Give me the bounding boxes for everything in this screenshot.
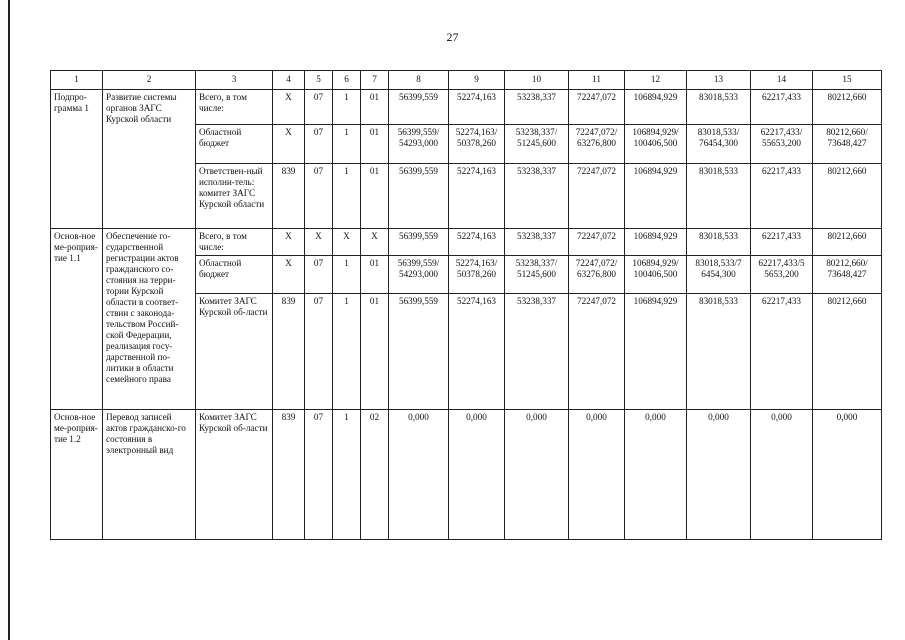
table-row xyxy=(51,229,882,256)
table-cell: 106894,929 xyxy=(625,164,687,229)
table-cell: Х xyxy=(273,125,305,164)
table-cell: 07 xyxy=(305,410,333,540)
table-cell: 62217,433 xyxy=(751,164,813,229)
table-cell: 56399,559/ 54293,000 xyxy=(389,125,449,164)
table-cell: 52274,163/ 50378,260 xyxy=(449,256,505,294)
table-cell: 53238,337 xyxy=(505,164,569,229)
table-cell: 01 xyxy=(361,294,389,410)
table-cell: 83018,533 xyxy=(687,90,751,125)
header-cell: 6 xyxy=(333,71,361,90)
table-cell: 1 xyxy=(333,410,361,540)
page-number: 27 xyxy=(446,30,459,44)
table-cell: 80212,660/ 73648,427 xyxy=(813,125,882,164)
table-cell: 839 xyxy=(273,164,305,229)
table-cell: 0,000 xyxy=(751,410,813,540)
table-row xyxy=(51,90,882,125)
table-cell: 02 xyxy=(361,410,389,540)
header-cell: 12 xyxy=(625,71,687,90)
table-cell: 62217,433 xyxy=(751,90,813,125)
table-cell: 80212,660 xyxy=(813,90,882,125)
table-cell: 106894,929/ 100406,500 xyxy=(625,256,687,294)
table-cell: 0,000 xyxy=(687,410,751,540)
table-cell: 80212,660/ 73648,427 xyxy=(813,256,882,294)
funding-source: Комитет ЗАГС Курской об-ласти xyxy=(196,294,273,410)
table-cell: 83018,533 xyxy=(687,229,751,256)
table-cell: 62217,433 xyxy=(751,294,813,410)
header-cell: 1 xyxy=(51,71,103,90)
header-cell: 8 xyxy=(389,71,449,90)
table-cell: 07 xyxy=(305,125,333,164)
table-cell: Х xyxy=(273,229,305,256)
table-cell: 53238,337/ 51245,600 xyxy=(505,256,569,294)
table-cell: 62217,433 xyxy=(751,229,813,256)
table-cell: 1 xyxy=(333,90,361,125)
table-cell: 0,000 xyxy=(569,410,625,540)
table-cell: 52274,163 xyxy=(449,164,505,229)
funding-source: Ответствен-ный исполни-тель: комитет ЗАГС Курской области xyxy=(196,164,273,229)
funding-source: Областной бюджет xyxy=(196,256,273,294)
table-cell: 80212,660 xyxy=(813,229,882,256)
table-cell: 83018,533 xyxy=(687,294,751,410)
table-cell: Х xyxy=(273,256,305,294)
table-cell: 1 xyxy=(333,256,361,294)
table-cell: 106894,929 xyxy=(625,229,687,256)
section-label: Подпро-грамма 1 xyxy=(51,90,103,229)
table-cell: 56399,559 xyxy=(389,164,449,229)
table-cell: 07 xyxy=(305,256,333,294)
header-cell: 3 xyxy=(196,71,273,90)
table-cell: 56399,559 xyxy=(389,294,449,410)
section-title: Обеспечение го-сударственной регистрации актов гражданского со-стояния на терри-тории Курской области в соответ-ствии с законода-тельством Россий-ской Федерации, реализация госу-дарственной по-литики в области семейного права xyxy=(103,229,196,410)
section-label: Основ-ное ме-роприя-тие 1.1 xyxy=(51,229,103,410)
table-cell: 1 xyxy=(333,294,361,410)
funding-source: Комитет ЗАГС Курской об-ласти xyxy=(196,410,273,540)
table-cell: 1 xyxy=(333,164,361,229)
header-cell: 2 xyxy=(103,71,196,90)
table-cell: 72247,072 xyxy=(569,90,625,125)
table-cell: 52274,163/ 50378,260 xyxy=(449,125,505,164)
table-cell: 56399,559/ 54293,000 xyxy=(389,256,449,294)
table-cell: 80212,660 xyxy=(813,294,882,410)
table-cell: 1 xyxy=(333,125,361,164)
table-cell: 52274,163 xyxy=(449,229,505,256)
table-cell: Х xyxy=(361,229,389,256)
table-cell: 80212,660 xyxy=(813,164,882,229)
table-cell: 106894,929/ 100406,500 xyxy=(625,125,687,164)
funding-source: Всего, в том числе: xyxy=(196,90,273,125)
table-cell: 01 xyxy=(361,90,389,125)
table-cell: 56399,559 xyxy=(389,229,449,256)
header-cell: 15 xyxy=(813,71,882,90)
table-cell: 106894,929 xyxy=(625,294,687,410)
table-cell: 0,000 xyxy=(449,410,505,540)
table-cell: 0,000 xyxy=(505,410,569,540)
section-title: Перевод записей актов гражданско-го состояния в электронный вид xyxy=(103,410,196,540)
header-row xyxy=(51,71,882,90)
table-cell: 56399,559 xyxy=(389,90,449,125)
header-cell: 11 xyxy=(569,71,625,90)
section-label: Основ-ное ме-роприя-тие 1.2 xyxy=(51,410,103,540)
table-cell: 07 xyxy=(305,164,333,229)
table-cell: 01 xyxy=(361,164,389,229)
table-cell: 106894,929 xyxy=(625,90,687,125)
table-cell: 839 xyxy=(273,294,305,410)
table-cell: 0,000 xyxy=(625,410,687,540)
table-cell: 839 xyxy=(273,410,305,540)
header-cell: 13 xyxy=(687,71,751,90)
table-cell: 52274,163 xyxy=(449,90,505,125)
table-cell: 0,000 xyxy=(389,410,449,540)
left-margin-rule xyxy=(8,0,10,640)
table-cell: 62217,433/ 55653,200 xyxy=(751,125,813,164)
table-cell: 53238,337 xyxy=(505,229,569,256)
header-cell: 5 xyxy=(305,71,333,90)
header-cell: 9 xyxy=(449,71,505,90)
table-cell: 72247,072 xyxy=(569,294,625,410)
table-cell: 07 xyxy=(305,90,333,125)
table-cell: 01 xyxy=(361,125,389,164)
header-cell: 14 xyxy=(751,71,813,90)
table-cell: 72247,072 xyxy=(569,229,625,256)
header-cell: 10 xyxy=(505,71,569,90)
table-cell: 83018,533/ 76454,300 xyxy=(687,125,751,164)
table-cell: 83018,533/7 6454,300 xyxy=(687,256,751,294)
header-cell: 4 xyxy=(273,71,305,90)
table-cell: 72247,072 xyxy=(569,164,625,229)
table-cell: 62217,433/5 5653,200 xyxy=(751,256,813,294)
table-row xyxy=(51,410,882,540)
section-title: Развитие системы органов ЗАГС Курской области xyxy=(103,90,196,229)
funding-source: Всего, в том числе: xyxy=(196,229,273,256)
header-cell: 7 xyxy=(361,71,389,90)
table-cell: 83018,533 xyxy=(687,164,751,229)
table-cell: Х xyxy=(273,90,305,125)
table-cell: 0,000 xyxy=(813,410,882,540)
table-cell: 72247,072/ 63276,800 xyxy=(569,125,625,164)
table-cell: 53238,337 xyxy=(505,294,569,410)
funding-source: Областной бюджет xyxy=(196,125,273,164)
table-cell: Х xyxy=(333,229,361,256)
table-cell: 53238,337 xyxy=(505,90,569,125)
table-cell: 07 xyxy=(305,294,333,410)
table-cell: 72247,072/ 63276,800 xyxy=(569,256,625,294)
budget-table xyxy=(50,70,882,540)
table-cell: Х xyxy=(305,229,333,256)
table-cell: 01 xyxy=(361,256,389,294)
table-cell: 53238,337/ 51245,600 xyxy=(505,125,569,164)
table-cell: 52274,163 xyxy=(449,294,505,410)
